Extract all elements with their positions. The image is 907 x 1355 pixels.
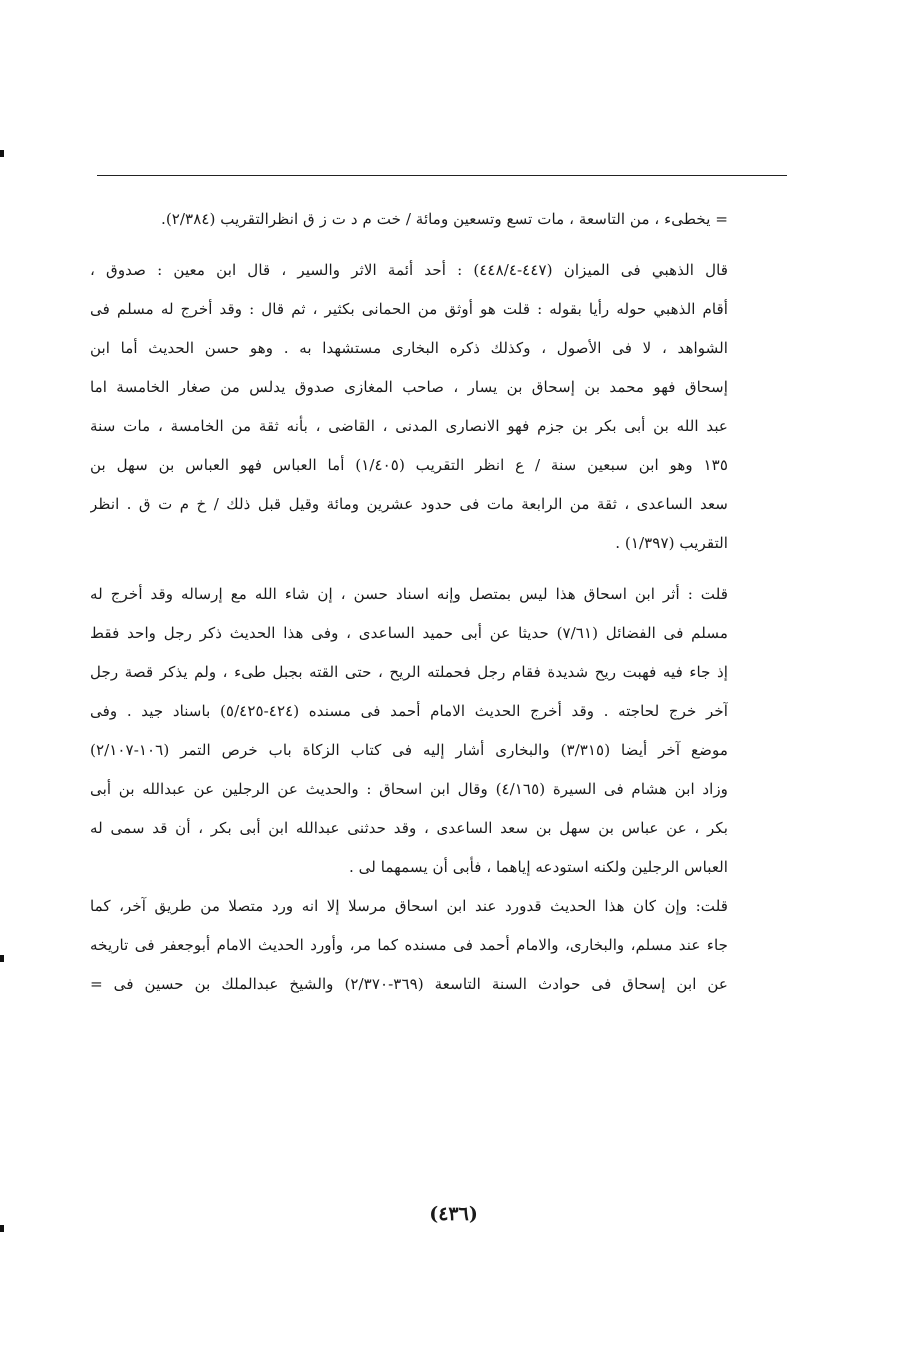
text-line: التقريب (١/٣٩٧) . (615, 534, 728, 552)
text-line: ١٣٥ وهو ابن سبعين سنة / ع انظر التقريب (١/٤٠٥) أما العباس فهو العباس بن سهل بن (90, 456, 728, 474)
text-line: قلت : أثر ابن اسحاق هذا ليس بمتصل وإنه اسناد حسن ، إن شاء الله مع إرساله وقد أخرج له (90, 585, 728, 603)
page-number: (٤٣٦) (429, 1203, 478, 1225)
text-line: عن ابن إسحاق فى حوادث السنة التاسعة (٣٦٩-٢/٣٧٠) والشيخ عبدالملك بن حسين فى = (90, 975, 728, 993)
text-line: قال الذهبي فى الميزان (٤٤٧-٤٤٨/٤) : أحد أئمة الاثر والسير ، قال ابن معين : صدوق ، (90, 261, 728, 279)
text-line: مسلم فى الفضائل (٧/٦١) حديثا عن أبى حميد الساعدى ، وفى هذا الحديث ذكر رجل واحد فقط (90, 624, 728, 642)
text-line: = يخطىء ، من التاسعة ، مات تسع وتسعين ومائة / خت م د ت ز ق انظرالتقريب (٢/٣٨٤). (161, 210, 728, 228)
text-line: موضع آخر أيضا (٣/٣١٥) والبخارى أشار إليه فى كتاب الزكاة باب خرص التمر (١٠٦-٢/١٠٧) (90, 741, 728, 759)
footnote-separator-rule (97, 175, 787, 176)
text-line: الشواهد ، لا فى الأصول ، وكذلك ذكره البخارى مستشهدا به . وهو حسن الحديث أما ابن (90, 339, 728, 357)
text-line: إذ جاء فيه فهبت ريح شديدة فقام رجل فحملته الريح ، حتى القته بجبل طىء ، ولم يذكر قصة رجل (90, 663, 728, 681)
text-line: سعد الساعدى ، ثقة من الرابعة مات فى حدود عشرين ومائة وقيل قبل ذلك / خ م ت ق . انظر (90, 495, 728, 513)
footnote-body (90, 200, 728, 1004)
text-line: وزاد ابن هشام فى السيرة (٤/١٦٥) وقال ابن اسحاق : والحديث عن الرجلين عن عبدالله بن أبى (90, 780, 728, 798)
margin-mark (0, 150, 4, 157)
text-line: إسحاق فهو محمد بن إسحاق بن يسار ، صاحب المغازى صدوق يدلس من صغار الخامسة اما (90, 378, 728, 396)
text-line: عبد الله بن أبى بكر بن جزم فهو الانصارى المدنى ، القاضى ، بأنه ثقة من الخامسة ، مات سنة (90, 417, 728, 435)
text-line: قلت: وإن كان هذا الحديث قدورد عند ابن اسحاق مرسلا إلا انه ورد متصلا من طريق آخر، كما (90, 897, 728, 915)
margin-mark (0, 1225, 4, 1232)
margin-mark (0, 955, 4, 962)
text-line: جاء عند مسلم، والبخارى، والامام أحمد فى مسنده كما مر، وأورد الحديث الامام أبوجعفر فى تاريخه (90, 936, 728, 954)
text-line: بكر ، عن عباس بن سهل بن سعد الساعدى ، وقد حدثنى عبدالله ابن أبى بكر ، أن قد سمى له (90, 819, 728, 837)
text-line: العباس الرجلين ولكنه استودعه إياهما ، فأبى أن يسمهما لى . (348, 858, 728, 876)
text-line: آخر خرج لحاجته . وقد أخرج الحديث الامام أحمد فى مسنده (٤٢٤-٥/٤٢٥) باسناد جيد . وفى (90, 702, 728, 720)
text-line: أقام الذهبي حوله رأيا بقوله : قلت هو أوثق من الحمانى بكثير ، ثم قال : وقد أخرج له مسلم فى (90, 300, 728, 318)
